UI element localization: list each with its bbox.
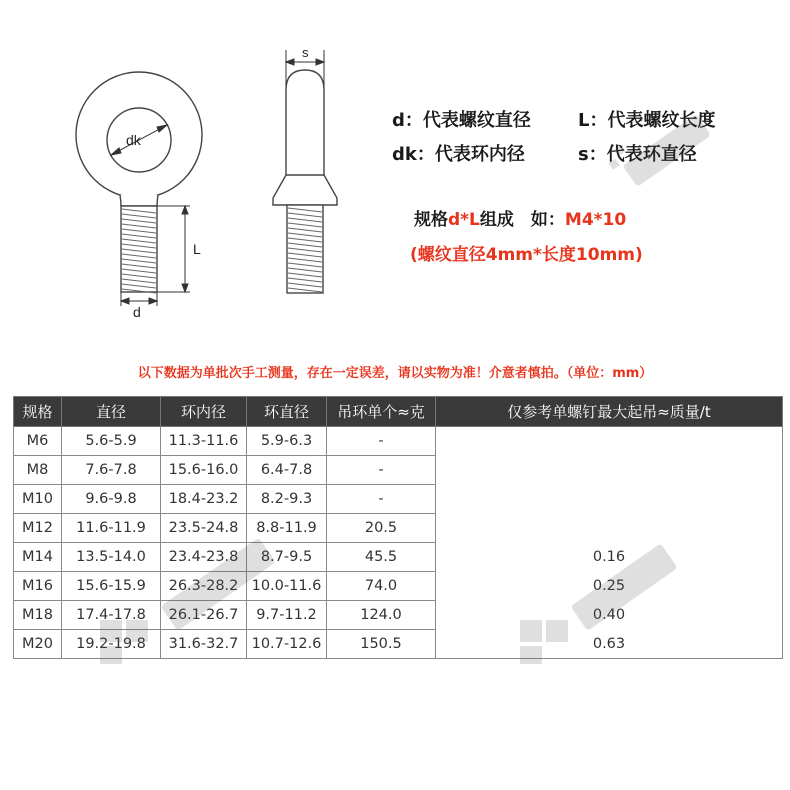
cell-weight: - [327,427,436,456]
L-dimension [157,206,190,292]
cell-ring-inner: 31.6-32.7 [161,630,247,659]
cell-spec: M6 [14,427,62,456]
cell-max-load: 0.40 [436,601,783,630]
cell-ring-diameter: 5.9-6.3 [247,427,327,456]
legend-s: s：代表环直径 [578,144,697,165]
spec-middle: 组成 如： [479,210,565,230]
cell-max-load [436,485,783,514]
cell-ring-diameter: 8.7-9.5 [247,543,327,572]
cell-diameter: 7.6-7.8 [62,456,161,485]
cell-spec: M8 [14,456,62,485]
cell-spec: M16 [14,572,62,601]
cell-ring-inner: 18.4-23.2 [161,485,247,514]
cell-ring-diameter: 9.7-11.2 [247,601,327,630]
header-max-load: 仅参考单螺钉最大起吊≈质量/t [436,397,783,427]
cell-ring-diameter: 8.2-9.3 [247,485,327,514]
cell-ring-inner: 23.4-23.8 [161,543,247,572]
header-ring-diameter: 环直径 [247,397,327,427]
table-row [14,572,783,601]
cell-diameter: 9.6-9.8 [62,485,161,514]
spec-example: M4*10 [564,210,627,230]
cell-weight: 150.5 [327,630,436,659]
cell-max-load: 0.16 [436,543,783,572]
cell-max-load [436,427,783,456]
cell-ring-inner: 15.6-16.0 [161,456,247,485]
cell-max-load: 0.63 [436,630,783,659]
spec-prefix: 规格 [414,210,448,230]
cell-ring-diameter: 8.8-11.9 [247,514,327,543]
spec-line [414,205,626,230]
cell-diameter: 5.6-5.9 [62,427,161,456]
cell-weight: - [327,456,436,485]
legend-d: d：代表螺纹直径 [392,110,531,131]
cell-ring-diameter: 10.0-11.6 [247,572,327,601]
header-diameter: 直径 [62,397,161,427]
cell-weight: 124.0 [327,601,436,630]
table-row [14,514,783,543]
L-label: L [193,241,201,257]
cell-max-load: 0.25 [436,572,783,601]
dk-label: dk [126,132,141,148]
cell-diameter: 19.2-19.8 [62,630,161,659]
cell-ring-inner: 23.5-24.8 [161,514,247,543]
cell-ring-inner: 26.3-28.2 [161,572,247,601]
table-row [14,543,783,572]
cell-weight: 45.5 [327,543,436,572]
spec-explanation: (螺纹直径4mm*长度10mm) [410,245,643,265]
cell-spec: M10 [14,485,62,514]
cell-diameter: 15.6-15.9 [62,572,161,601]
s-label: s [302,45,309,60]
cell-spec: M12 [14,514,62,543]
cell-weight: 74.0 [327,572,436,601]
table-header-row [14,397,783,427]
legend-dk: dk：代表环内径 [392,144,525,165]
table-row [14,601,783,630]
front-view [76,72,202,292]
cell-diameter: 11.6-11.9 [62,514,161,543]
table-row [14,485,783,514]
cell-max-load [436,514,783,543]
header-spec: 规格 [14,397,62,427]
cell-ring-diameter: 10.7-12.6 [247,630,327,659]
legend-L: L：代表螺纹长度 [578,110,716,131]
spec-formula: d*L [448,210,480,230]
table-row [14,630,783,659]
measurement-notice: 以下数据为单批次手工测量，存在一定误差，请以实物为准！介意者慎拍。（单位：mm） [137,366,653,381]
cell-spec: M20 [14,630,62,659]
cell-weight: - [327,485,436,514]
cell-diameter: 13.5-14.0 [62,543,161,572]
cell-max-load [436,456,783,485]
header-weight: 吊环单个≈克 [327,397,436,427]
cell-ring-inner: 11.3-11.6 [161,427,247,456]
spec-table [13,396,783,659]
d-label: d [133,304,141,320]
cell-ring-diameter: 6.4-7.8 [247,456,327,485]
cell-diameter: 17.4-17.8 [62,601,161,630]
table-row [14,427,783,456]
cell-weight: 20.5 [327,514,436,543]
cell-ring-inner: 26.1-26.7 [161,601,247,630]
table-row [14,456,783,485]
eye-bolt-drawing [0,0,380,340]
cell-spec: M18 [14,601,62,630]
cell-spec: M14 [14,543,62,572]
header-ring-inner: 环内径 [161,397,247,427]
